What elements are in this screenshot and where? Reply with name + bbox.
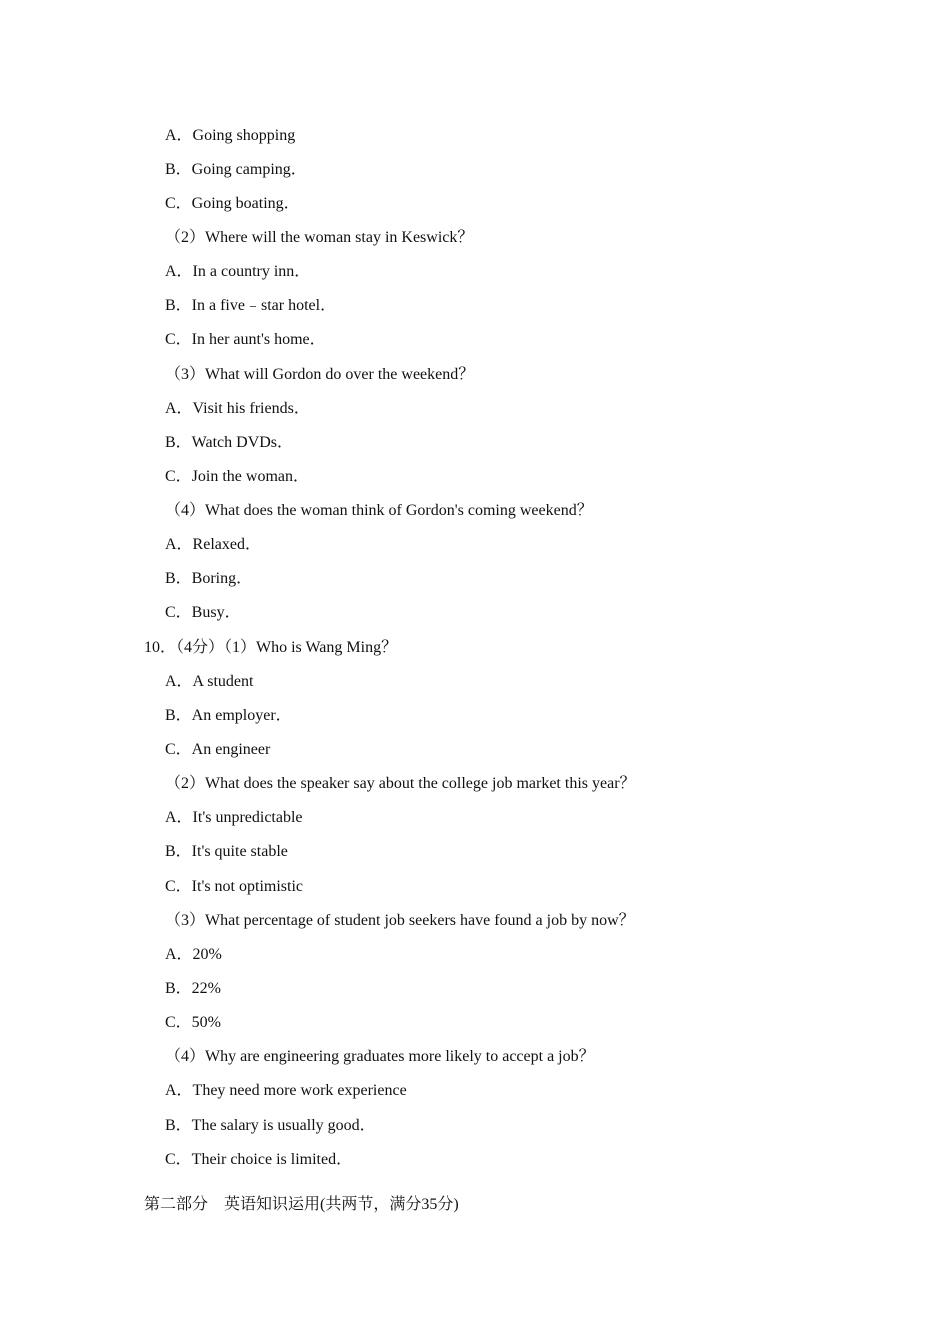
question-stem: （4）What does the woman think of Gordon's coming weekend？ — [165, 502, 593, 519]
question-stem: （3）What will Gordon do over the weekend？ — [165, 366, 475, 383]
option-c: C．Busy． — [165, 604, 241, 621]
option-a: A．Visit his friends． — [165, 400, 310, 417]
option-a: A．It's unpredictable — [165, 809, 303, 826]
option-a: A．Going shopping — [165, 127, 296, 144]
option-c: C．Going boating． — [165, 195, 300, 212]
option-b: B．In a five﹣star hotel． — [165, 297, 337, 314]
question-stem: （3）What percentage of student job seekers have found a job by now？ — [165, 912, 635, 929]
option-c: C．An engineer — [165, 741, 271, 758]
option-c: C．It's not optimistic — [165, 878, 304, 895]
question-stem: （4）Why are engineering graduates more likely to accept a job？ — [165, 1048, 595, 1065]
option-a: A．20% — [165, 946, 222, 963]
option-a: A．A student — [165, 673, 254, 690]
question-stem: （2）Where will the woman stay in Keswick？ — [165, 229, 474, 246]
option-c: C．In her aunt's home． — [165, 331, 326, 348]
option-b: B．An employer． — [165, 707, 292, 724]
question-header: 10．（4分）（1）Who is Wang Ming？ — [144, 639, 398, 656]
option-b: B．Watch DVDs． — [165, 434, 294, 451]
option-a: A．In a country inn． — [165, 263, 311, 280]
option-c: C．Their choice is limited． — [165, 1151, 353, 1168]
option-b: B．The salary is usually good． — [165, 1117, 376, 1134]
option-c: C．50% — [165, 1014, 222, 1031]
question-stem: （2）What does the speaker say about the college job market this year？ — [165, 775, 636, 792]
option-b: B．22% — [165, 980, 222, 997]
option-a: A．They need more work experience — [165, 1082, 407, 1099]
option-b: B．Going camping． — [165, 161, 307, 178]
section-title: 第二部分 英语知识运用(共两节，满分35分) — [144, 1196, 459, 1213]
option-b: B．Boring． — [165, 570, 253, 587]
option-b: B．It's quite stable — [165, 843, 288, 860]
option-a: A．Relaxed． — [165, 536, 261, 553]
option-c: C．Join the woman． — [165, 468, 309, 485]
